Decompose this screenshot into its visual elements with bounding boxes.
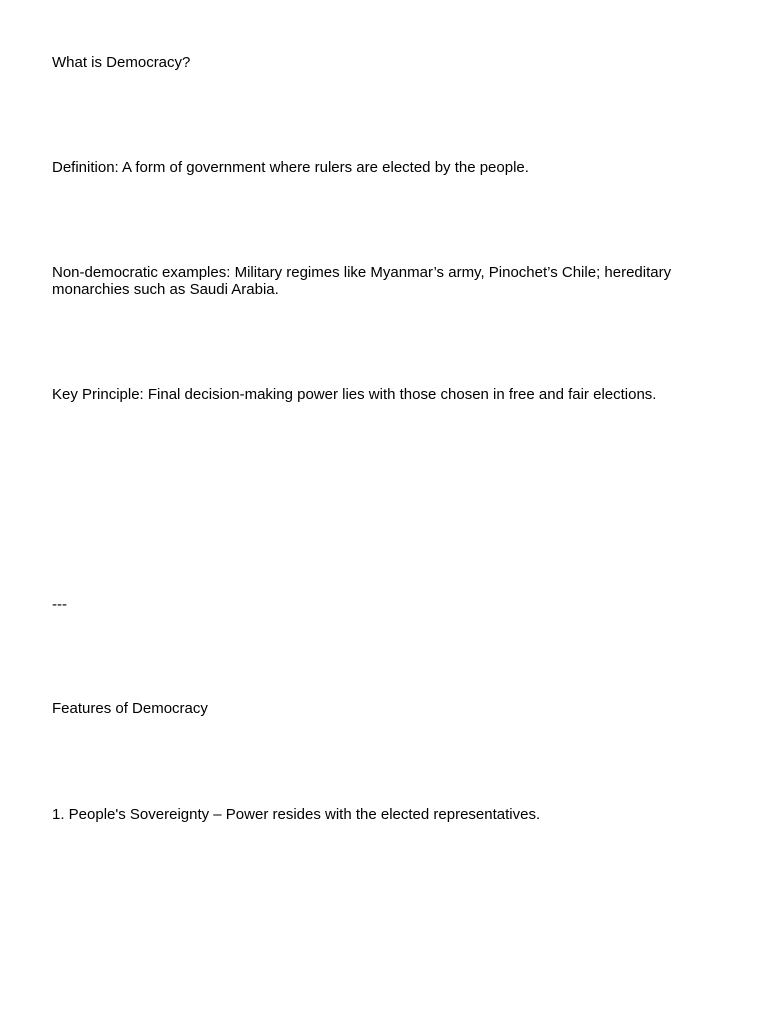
section-divider: --- bbox=[52, 596, 67, 613]
document-title: What is Democracy? bbox=[52, 54, 191, 71]
feature-list-item: 1. People's Sovereignty – Power resides with the elected representatives. bbox=[52, 806, 541, 823]
features-heading: Features of Democracy bbox=[52, 700, 208, 717]
key-principle-paragraph: Key Principle: Final decision-making power lies with those chosen in free and fair elections. bbox=[52, 386, 657, 403]
definition-paragraph: Definition: A form of government where rulers are elected by the people. bbox=[52, 159, 529, 176]
non-democratic-examples-paragraph: Non-democratic examples: Military regimes like Myanmar’s army, Pinochet’s Chile; hereditary monarchies such as Saudi Arabia. bbox=[52, 264, 672, 298]
